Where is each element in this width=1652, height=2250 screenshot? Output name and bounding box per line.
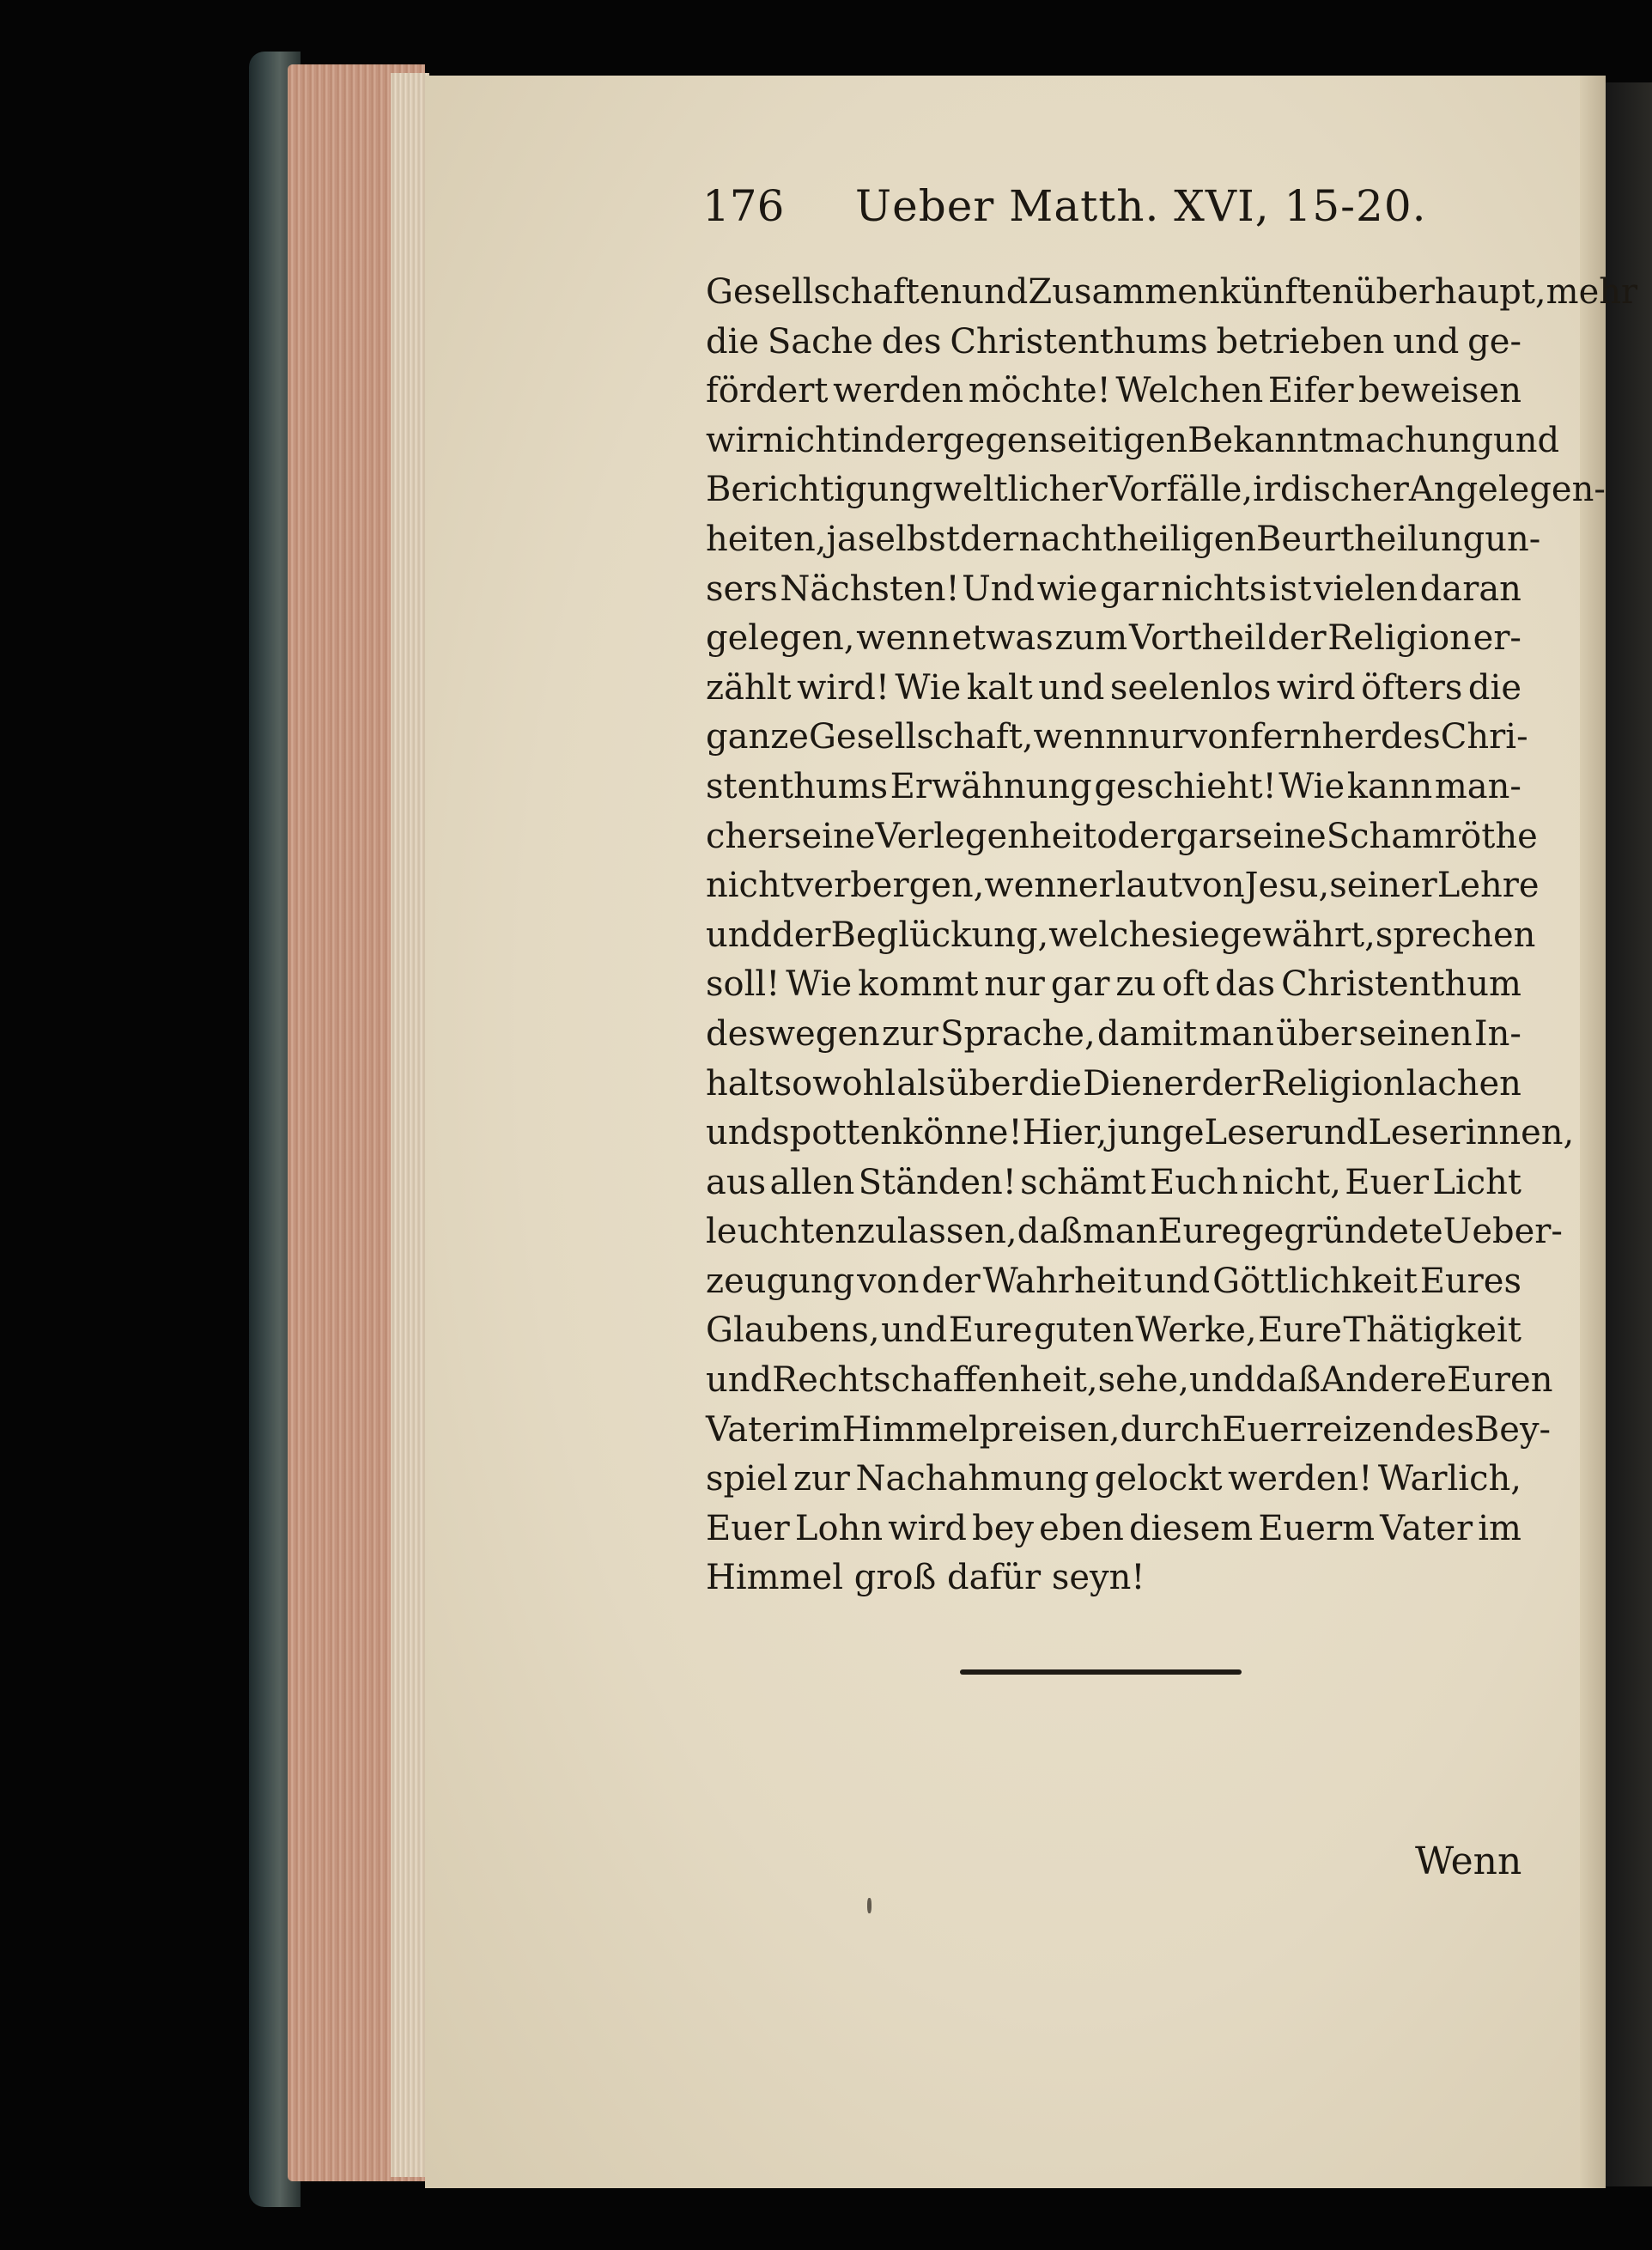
text-line: leuchten zu lassen, daß man Eure gegründete Ueber- [706, 1212, 1563, 1252]
running-title: Ueber Matth. XVI, 15-20. [855, 181, 1427, 231]
text-line: cher seine Verlegenheit oder gar seine Schamröthe [706, 816, 1538, 856]
running-header [702, 176, 1427, 236]
text-line: Berichtigung weltlicher Vorfälle, irdischer Angelegen- [706, 470, 1606, 510]
text-line: Vater im Himmel preisen, durch Euer reizendes Bey- [706, 1409, 1552, 1450]
text-line: sers Nächsten! Und wie gar nichts ist vielen daran [706, 569, 1521, 609]
text-line: stenthums Erwähnung geschieht! Wie kann man- [706, 766, 1521, 806]
text-line: ganze Gesellschaft, wenn nur von fernher des Chri- [706, 717, 1528, 757]
text-line: zählt wird! Wie kalt und seelenlos wird öfters die [706, 667, 1521, 708]
catchword: Wenn [1415, 1840, 1522, 1883]
section-rule [960, 1669, 1242, 1675]
page-edges-inner [391, 73, 429, 2177]
text-line: und Rechtschaffenheit, sehe, und daß Andere Euren [706, 1360, 1553, 1401]
text-line: Gesellschaften und Zusammenkünften überhaupt, mehr [706, 272, 1638, 312]
body-text [706, 268, 1638, 1603]
text-line: fördert werden möchte! Welchen Eifer beweisen [706, 371, 1521, 411]
next-page-edge [1606, 82, 1652, 2186]
text-line: zeugung von der Wahrheit und Göttlichkeit Eures [706, 1261, 1521, 1301]
text-line: wir nicht in der gegenseitigen Bekanntmachung und [706, 420, 1560, 460]
text-line: soll! Wie kommt nur gar zu oft das Christenthum [706, 964, 1521, 1005]
text-line: heiten, ja selbst der nachtheiligen Beurtheilung un- [706, 519, 1541, 559]
text-line: deswegen zur Sprache, damit man über seinen In- [706, 1013, 1521, 1054]
text-line: und spotten könne! Hier, junge Leser und Leserinnen, [706, 1113, 1575, 1153]
text-line: Euer Lohn wird bey eben diesem Euerm Vater im [706, 1508, 1521, 1548]
text-line: spiel zur Nachahmung gelockt werden! Warlich, [706, 1459, 1521, 1499]
text-line: die Sache des Christenthums betrieben und ge- [706, 321, 1521, 362]
page-number: 176 [702, 181, 785, 231]
text-line: und der Beglückung, welche sie gewährt, sprechen [706, 915, 1536, 955]
paper-speck [867, 1898, 872, 1913]
text-line: Glaubens, und Eure guten Werke, Eure Thätigkeit [706, 1310, 1521, 1351]
page-gutter [1580, 76, 1606, 2188]
text-line: gelegen, wenn etwas zum Vortheil der Religion er- [706, 618, 1521, 659]
text-line: aus allen Ständen! schämt Euch nicht, Euer Licht [706, 1162, 1521, 1202]
text-line: nicht verbergen, wenn er laut von Jesu, seiner Lehre [706, 866, 1540, 906]
text-line: Himmel groß dafür seyn! [706, 1558, 1145, 1598]
text-line: halt sowohl als über die Diener der Religion lachen [706, 1063, 1521, 1104]
